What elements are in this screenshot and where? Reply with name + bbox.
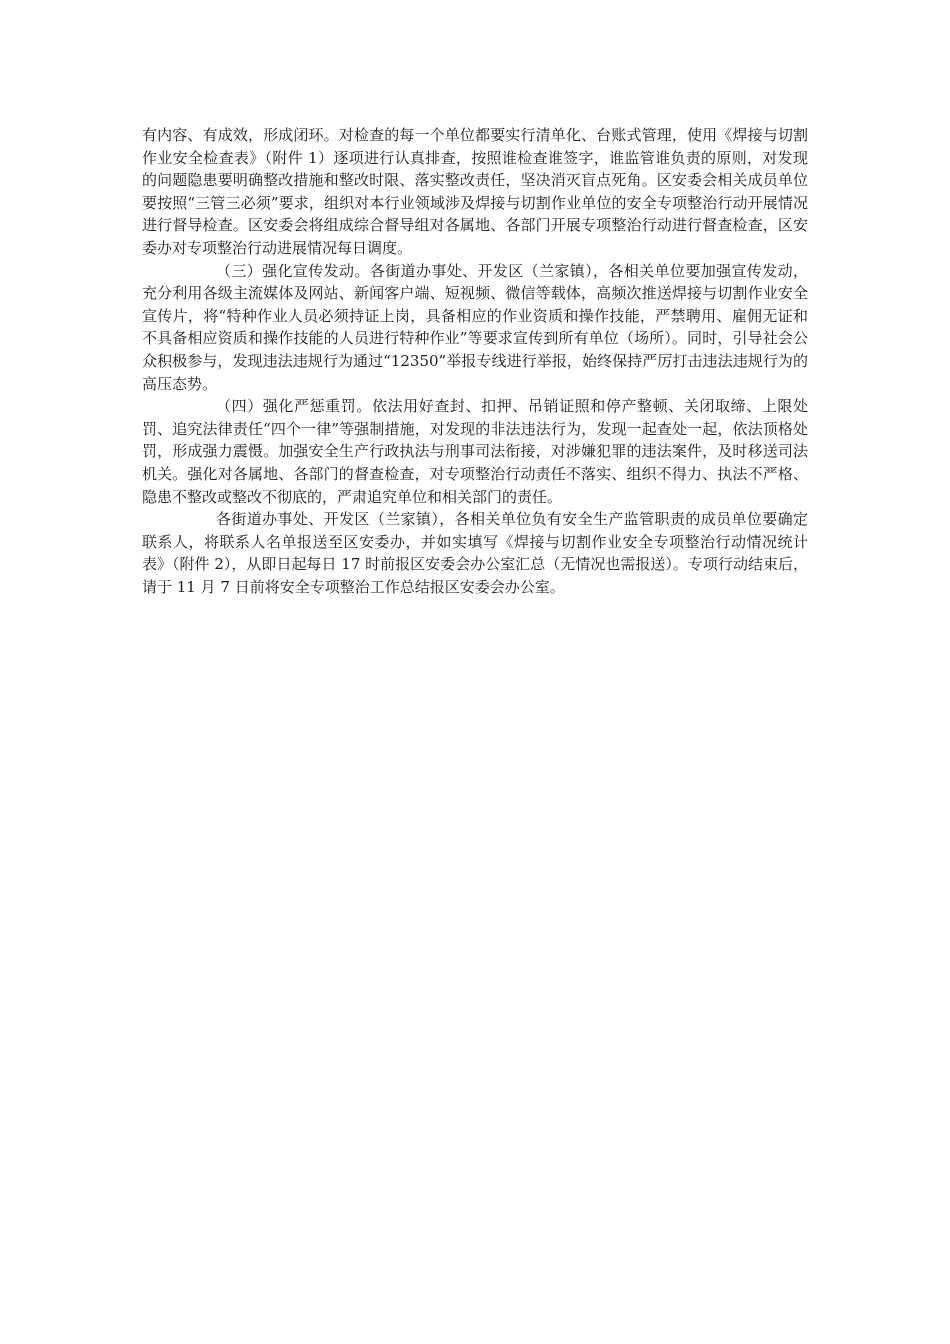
paragraph-reporting: 各街道办事处、开发区（兰家镇），各相关单位负有安全生产监管职责的成员单位要确定联系人，将联系人名单报送至区安委办，并如实填写《焊接与切割作业安全专项整治行动情况统计表》（附件 2），从即日起每日 17 时前报区安委会办公室汇总（无情况也需报送）。专项行动结束后，请于 11 月 7 日前将安全专项整治工作总结报区安委会办公室。 — [142, 510, 808, 596]
document-body — [142, 124, 808, 598]
paragraph-publicity: （三）强化宣传发动。各街道办事处、开发区（兰家镇），各相关单位要加强宣传发动，充分利用各级主流媒体及网站、新闻客户端、短视频、微信等载体，高频次推送焊接与切割作业安全宣传片，将“特种作业人员必须持证上岗，具备相应的作业资质和操作技能，严禁聘用、雇佣无证和不具备相应资质和操作技能的人员进行特种作业”等要求宣传到所有单位（场所）。同时，引导社会公众积极参与，发现违法违规行为通过“12350”举报专线进行举报，始终保持严厉打击违法违规行为的高压态势。 — [142, 261, 808, 393]
paragraph-continuation: 有内容、有成效，形成闭环。对检查的每一个单位都要实行清单化、台账式管理，使用《焊接与切割作业安全检查表》（附件 1）逐项进行认真排查，按照谁检查谁签字，谁监管谁负责的原则，对发现的问题隐患要明确整改措施和整改时限、落实整改责任，坚决消灭盲点死角。区安委会相关成员单位要按照“三管三必须”要求，组织对本行业领域涉及焊接与切割作业单位的安全专项整治行动开展情况进行督导检查。区安委会将组成综合督导组对各属地、各部门开展专项整治行动进行督查检查，区安委办对专项整治行动进展情况每日调度。 — [142, 126, 808, 257]
paragraph-penalties: （四）强化严惩重罚。依法用好查封、扣押、吊销证照和停产整顿、关闭取缔、上限处罚、追究法律责任“四个一律”等强制措施，对发现的非法违法行为，发现一起查处一起，依法顶格处罚，形成强力震慑。加强安全生产行政执法与刑事司法衔接，对涉嫌犯罪的违法案件，及时移送司法机关。强化对各属地、各部门的督查检查，对专项整治行动责任不落实、组织不得力、执法不严格、隐患不整改或整改不彻底的，严肃追究单位和相关部门的责任。 — [142, 397, 808, 506]
